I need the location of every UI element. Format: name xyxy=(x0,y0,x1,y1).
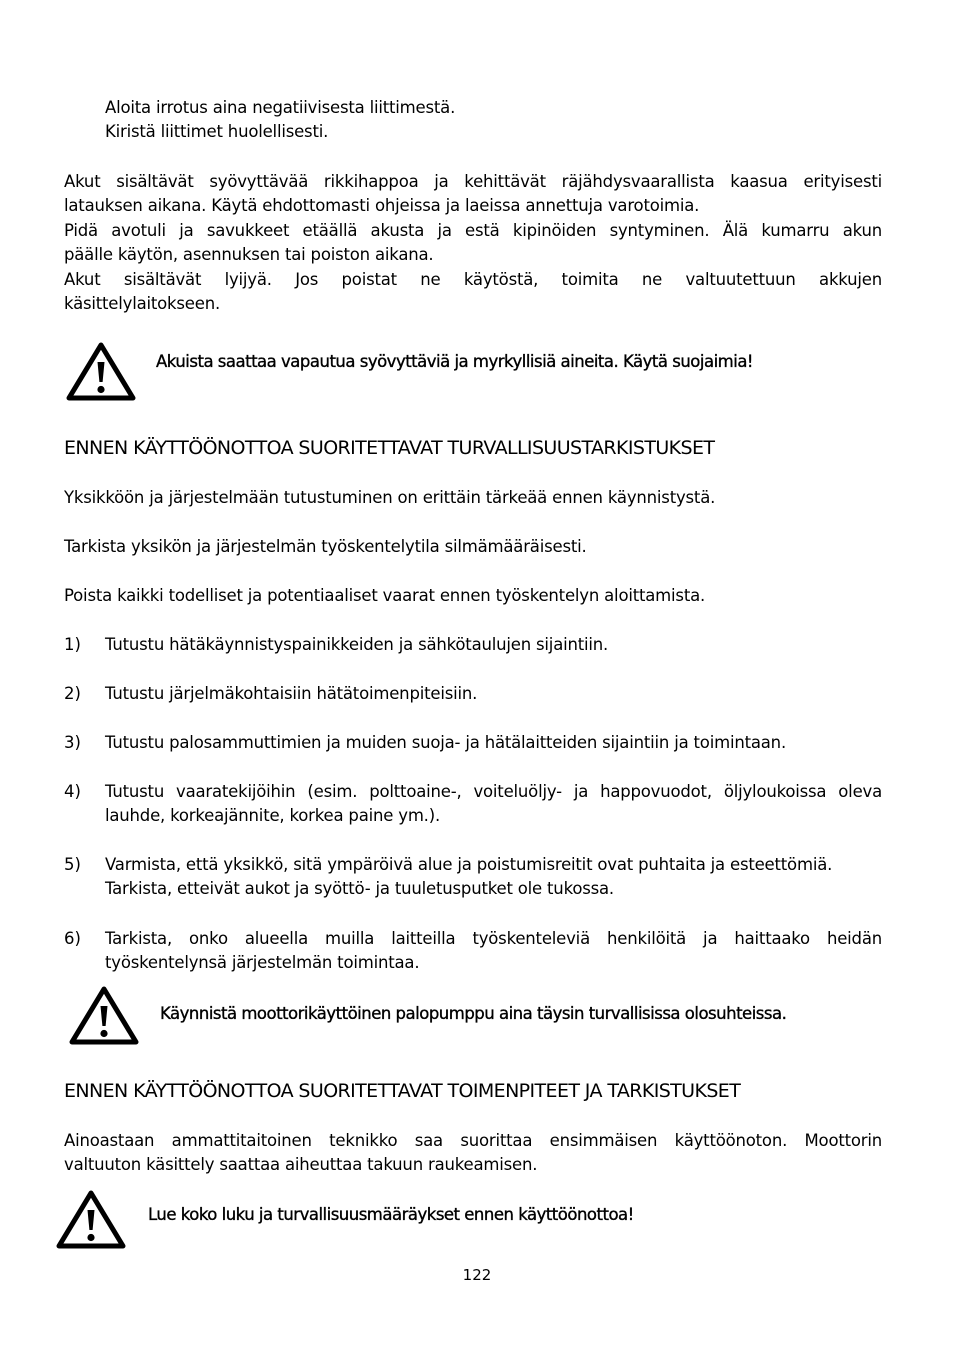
list-item-text: Tutustu palosammuttimien ja muiden suoja- ja hätälaitteiden sijaintiin ja toimintaan. xyxy=(105,733,786,752)
list-item-text: Tarkista, etteivät aukot ja syöttö- ja tuuletusputket ole tukossa. xyxy=(105,879,614,898)
list-number: 1) xyxy=(64,635,81,654)
list-number: 5) xyxy=(64,855,81,874)
paragraph-line: Akut sisältävät syövyttävää rikkihappoa ja kehittävät räjähdysvaarallista kaasua erityisesti xyxy=(64,172,882,191)
paragraph-line: päälle käytön, asennuksen tai poiston aikana. xyxy=(64,245,434,264)
warning-triangle-icon xyxy=(68,984,140,1046)
list-number: 2) xyxy=(64,684,81,703)
paragraph-line: Ainoastaan ammattitaitoinen teknikko saa suorittaa ensimmäisen käyttöönoton. Moottorin xyxy=(64,1131,882,1150)
section-heading: ENNEN KÄYTTÖÖNOTTOA SUORITETTAVAT TOIMENPITEET JA TARKISTUKSET xyxy=(64,1080,741,1102)
list-item-text: työskentelynsä järjestelmän toimintaa. xyxy=(105,953,420,972)
warning-text: Lue koko luku ja turvallisuusmääräykset ennen käyttöönottoa! xyxy=(148,1205,634,1224)
paragraph-line: latauksen aikana. Käytä ehdottomasti ohjeissa ja laeissa annettuja varotoimia. xyxy=(64,196,700,215)
paragraph: Poista kaikki todelliset ja potentiaaliset vaarat ennen työskentelyn aloittamista. xyxy=(64,586,706,605)
list-number: 4) xyxy=(64,782,81,801)
list-item-text: lauhde, korkeajännite, korkea paine ym.). xyxy=(105,806,441,825)
section-heading: ENNEN KÄYTTÖÖNOTTOA SUORITETTAVAT TURVALLISUUSTARKISTUKSET xyxy=(64,437,715,459)
list-item-text: Tutustu järjelmäkohtaisiin hätätoimenpiteisiin. xyxy=(105,684,478,703)
paragraph-line: Pidä avotuli ja savukkeet etäällä akusta ja estä kipinöiden syntyminen. Älä kumarru akun xyxy=(64,221,882,240)
warning-triangle-icon xyxy=(55,1188,127,1250)
paragraph-line: valtuuton käsittely saattaa aiheuttaa takuun raukeamisen. xyxy=(64,1155,538,1174)
list-number: 6) xyxy=(64,929,81,948)
list-item-text: Tutustu vaaratekijöihin (esim. polttoaine-, voiteluöljy- ja happovuodot, öljyloukoissa oleva xyxy=(105,782,882,801)
intro-line: Aloita irrotus aina negatiivisesta liittimestä. xyxy=(105,98,456,117)
list-item-text: Varmista, että yksikkö, sitä ympäröivä alue ja poistumisreitit ovat puhtaita ja esteettömiä. xyxy=(105,855,833,874)
warning-triangle-icon xyxy=(65,340,137,402)
paragraph-line: Akut sisältävät lyijyä. Jos poistat ne käytöstä, toimita ne valtuutettuun akkujen xyxy=(64,270,882,289)
warning-text: Käynnistä moottorikäyttöinen palopumppu aina täysin turvallisissa olosuhteissa. xyxy=(160,1004,787,1023)
list-item-text: Tutustu hätäkäynnistyspainikkeiden ja sähkötaulujen sijaintiin. xyxy=(105,635,609,654)
paragraph: Tarkista yksikön ja järjestelmän työskentelytila silmämääräisesti. xyxy=(64,537,587,556)
intro-line: Kiristä liittimet huolellisesti. xyxy=(105,122,329,141)
paragraph-line: käsittelylaitokseen. xyxy=(64,294,220,313)
paragraph: Yksikköön ja järjestelmään tutustuminen on erittäin tärkeää ennen käynnistystä. xyxy=(64,488,716,507)
list-item-text: Tarkista, onko alueella muilla laitteilla työskenteleviä henkilöitä ja haittaako heidän xyxy=(105,929,882,948)
list-number: 3) xyxy=(64,733,81,752)
page-number: 122 xyxy=(462,1266,492,1284)
warning-text: Akuista saattaa vapautua syövyttäviä ja myrkyllisiä aineita. Käytä suojaimia! xyxy=(156,352,754,371)
